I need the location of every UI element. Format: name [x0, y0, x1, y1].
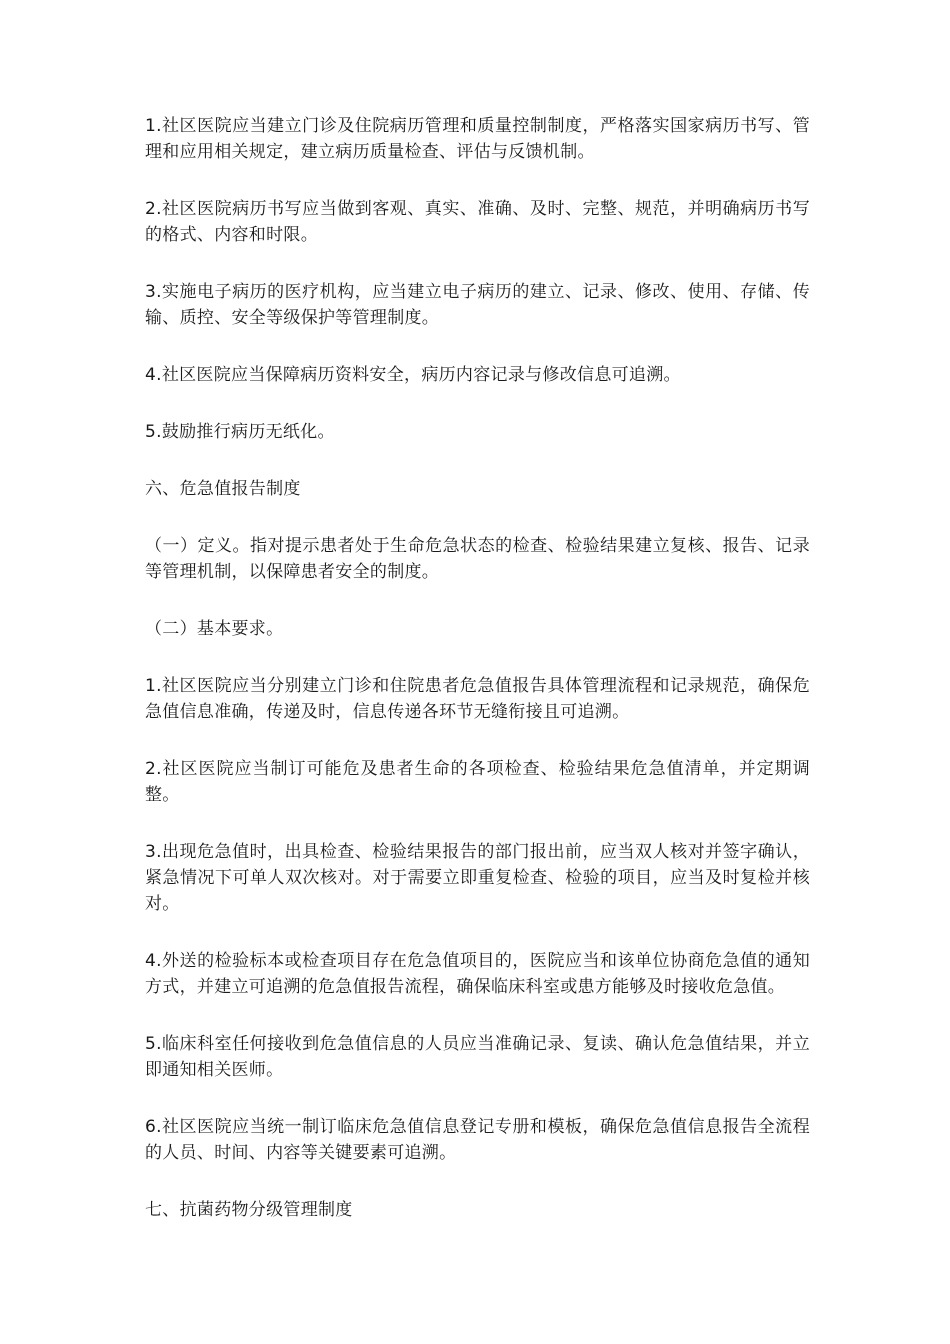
paragraph-critical-5: 5.临床科室任何接收到危急值信息的人员应当准确记录、复读、确认危急值结果，并立即通知相关医师。 [145, 1034, 810, 1080]
section-heading-antibiotics: 七、抗菌药物分级管理制度 [145, 1200, 353, 1220]
document-page [145, 113, 810, 1254]
paragraph-critical-6: 6.社区医院应当统一制订临床危急值信息登记专册和模板，确保危急值信息报告全流程的人员、时间、内容等关键要素可追溯。 [145, 1117, 810, 1163]
paragraph-critical-3: 3.出现危急值时，出具检查、检验结果报告的部门报出前，应当双人核对并签字确认，紧急情况下可单人双次核对。对于需要立即重复检查、检验的项目，应当及时复检并核对。 [145, 842, 810, 914]
paragraph-record-5: 5.鼓励推行病历无纸化。 [145, 422, 335, 442]
paragraph-critical-2: 2.社区医院应当制订可能危及患者生命的各项检查、检验结果危急值清单，并定期调整。 [145, 759, 810, 805]
paragraph-definition: （一）定义。指对提示患者处于生命危急状态的检查、检验结果建立复核、报告、记录等管理机制，以保障患者安全的制度。 [145, 536, 810, 582]
paragraph-record-3: 3.实施电子病历的医疗机构，应当建立电子病历的建立、记录、修改、使用、存储、传输、质控、安全等级保护等管理制度。 [145, 282, 810, 328]
paragraph-record-4: 4.社区医院应当保障病历资料安全，病历内容记录与修改信息可追溯。 [145, 365, 681, 385]
subheading-basic-requirements: （二）基本要求。 [145, 619, 284, 639]
paragraph-critical-4: 4.外送的检验标本或检查项目存在危急值项目的，医院应当和该单位协商危急值的通知方式，并建立可追溯的危急值报告流程，确保临床科室或患方能够及时接收危急值。 [145, 951, 810, 997]
paragraph-record-2: 2.社区医院病历书写应当做到客观、真实、准确、及时、完整、规范，并明确病历书写的格式、内容和时限。 [145, 199, 810, 245]
section-heading-critical-value: 六、危急值报告制度 [145, 479, 301, 499]
paragraph-critical-1: 1.社区医院应当分别建立门诊和住院患者危急值报告具体管理流程和记录规范，确保危急值信息准确，传递及时，信息传递各环节无缝衔接且可追溯。 [145, 676, 810, 722]
paragraph-record-1: 1.社区医院应当建立门诊及住院病历管理和质量控制制度，严格落实国家病历书写、管理和应用相关规定，建立病历质量检查、评估与反馈机制。 [145, 116, 810, 162]
